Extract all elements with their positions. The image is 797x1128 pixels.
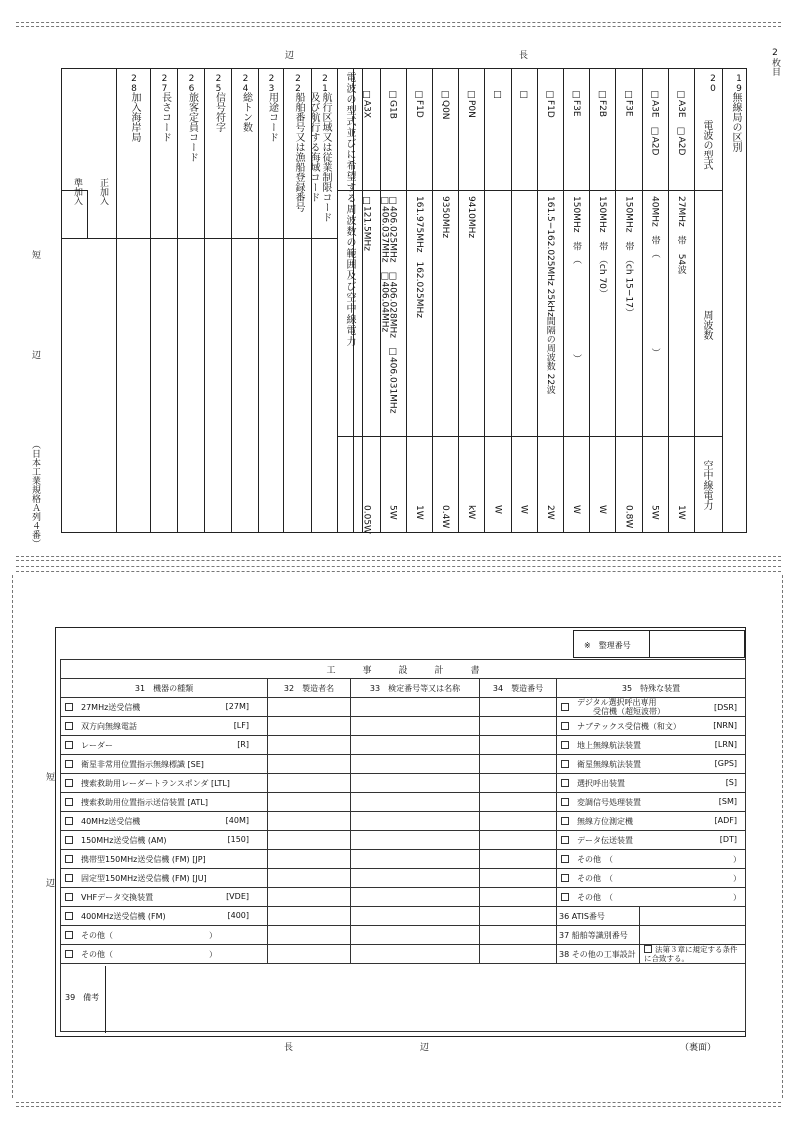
equipment-name: 双方向無線電話 — [81, 721, 137, 731]
certification-cell[interactable] — [351, 812, 480, 831]
power-cell: W — [492, 505, 503, 514]
equipment-name: 40MHz送受信機 — [81, 816, 141, 826]
checkbox[interactable] — [561, 874, 569, 882]
header-equipment-type: 31 機器の種類 — [61, 679, 268, 698]
power-cell: W — [518, 505, 529, 514]
checkbox[interactable] — [65, 760, 73, 768]
emission-type-cell: □ — [492, 90, 503, 100]
equipment-code: [400] — [227, 910, 249, 920]
certification-cell[interactable] — [351, 850, 480, 869]
emission-type-cell: □F2B — [597, 90, 608, 118]
header-serial: 34 製造番号 — [480, 679, 557, 698]
item-label: 総トン数 — [240, 92, 252, 132]
cut-line — [16, 1102, 781, 1103]
manufacturer-cell[interactable] — [268, 717, 351, 736]
frequency-cell: 9350MHz — [440, 196, 450, 239]
frequency-cell: 150MHz 帯 （ ） — [571, 196, 581, 363]
serial-cell[interactable] — [480, 698, 557, 717]
checkbox[interactable] — [561, 779, 569, 787]
certification-cell[interactable] — [351, 717, 480, 736]
cut-line — [782, 575, 783, 1098]
certification-cell[interactable] — [351, 907, 480, 926]
checkbox[interactable] — [65, 722, 73, 730]
equipment-type-cell — [61, 926, 268, 945]
equipment-name: 400MHz送受信機 (FM) — [81, 911, 166, 921]
checkbox[interactable] — [561, 893, 569, 901]
certification-cell[interactable] — [351, 774, 480, 793]
serial-cell[interactable] — [480, 831, 557, 850]
special-device-cell — [557, 850, 746, 869]
certification-cell[interactable] — [351, 869, 480, 888]
item-label: 航行区域又は従業制限コード — [320, 92, 331, 222]
cut-line — [12, 575, 13, 1098]
equipment-code: [VDE] — [226, 891, 249, 901]
frequency-cell: 40MHz 帯 （ ） — [649, 196, 660, 358]
header-special-device: 35 特殊な装置 — [557, 679, 746, 698]
frequency-cell: 161.5−162.025MHz 25kHz間隔の周波数 22波 — [544, 196, 555, 395]
atis-value[interactable] — [640, 907, 746, 926]
manufacturer-cell[interactable] — [268, 774, 351, 793]
checkbox[interactable] — [65, 741, 73, 749]
power-header: 空中線電力 — [701, 460, 712, 510]
other-design-check-label: 法第３章に規定する条件に合致する。 — [644, 945, 738, 963]
power-cell: 0.4W — [440, 505, 450, 529]
power-cell: 0.8W — [623, 505, 634, 529]
item-label: 用途コード — [266, 92, 278, 142]
serial-cell[interactable] — [480, 907, 557, 926]
header-certification: 33 検定番号等又は名称 — [351, 679, 480, 698]
special-device-name: データ伝送装置 — [577, 835, 633, 845]
frequency-cell: □406.025MHz □406.028MHz □406.031MHz — [387, 196, 398, 414]
certification-cell[interactable] — [351, 926, 480, 945]
equipment-type-cell — [61, 869, 268, 888]
equipment-code: [R] — [237, 739, 249, 749]
special-device-code: [LRN] — [714, 739, 738, 749]
checkbox[interactable] — [65, 703, 73, 711]
remarks-label: 39 備考 — [65, 993, 100, 1002]
equipment-code: [27M] — [225, 701, 249, 711]
special-device-name: その他 （ ） — [577, 892, 741, 902]
certification-cell[interactable] — [351, 831, 480, 850]
serial-cell[interactable] — [480, 888, 557, 907]
special-device-code: [S] — [725, 777, 738, 787]
equipment-name: その他（ ） — [81, 930, 217, 940]
equipment-type-cell — [61, 717, 268, 736]
checkbox[interactable] — [561, 760, 569, 768]
checkbox[interactable] — [65, 874, 73, 882]
frequency-header: 周波数 — [701, 310, 712, 340]
frequency-cell: 9410MHz — [466, 196, 477, 239]
manufacturer-cell[interactable] — [268, 736, 351, 755]
special-device-cell — [557, 869, 746, 888]
checkbox[interactable] — [644, 945, 652, 953]
other-design-label: 38 その他の工事設計 — [557, 945, 640, 964]
serial-cell[interactable] — [480, 850, 557, 869]
equipment-name: 固定型150MHz送受信機 (FM) [JU] — [81, 873, 207, 883]
item-label: 及び航行する海域コード — [308, 92, 319, 202]
emission-type-cell: □F1D — [544, 90, 555, 118]
power-cell: W — [597, 505, 608, 514]
equipment-type-cell — [61, 698, 268, 717]
manufacturer-cell[interactable] — [268, 793, 351, 812]
special-device-code: [DT] — [719, 834, 738, 844]
emission-block-label: 電波の型式並びに希望する周波数の範囲及び空中線電力 — [344, 72, 355, 347]
cut-line — [16, 560, 781, 561]
serial-cell[interactable] — [480, 736, 557, 755]
special-device-cell — [557, 793, 746, 812]
special-device-name: 選択呼出装置 — [577, 778, 625, 788]
join-main-label: 正加入 — [98, 178, 108, 205]
special-device-name: 地上無線航法装置 — [577, 740, 641, 750]
cut-line — [16, 22, 781, 23]
short-side-label: 短 — [30, 250, 40, 259]
manufacturer-cell[interactable] — [268, 869, 351, 888]
emission-type-cell: □A3E □A2D — [675, 90, 686, 156]
paper-size-note: （日本工業規格Ａ列４番） — [30, 440, 40, 548]
checkbox[interactable] — [65, 931, 73, 939]
emission-type-cell: □A3X — [361, 90, 372, 119]
checkbox[interactable] — [561, 722, 569, 730]
cut-line — [16, 26, 781, 27]
certification-cell[interactable] — [351, 736, 480, 755]
power-cell: 0.05W — [361, 505, 372, 534]
cut-line — [16, 1106, 781, 1107]
equipment-type-cell — [61, 945, 268, 964]
special-device-cell — [557, 812, 746, 831]
checkbox[interactable] — [65, 912, 73, 920]
header-manufacturer: 32 製造者名 — [268, 679, 351, 698]
equipment-name: その他（ ） — [81, 949, 217, 959]
short-side-label: 辺 — [30, 350, 40, 359]
power-cell: 5W — [649, 505, 660, 520]
emission-type-cell: □F3E — [571, 90, 581, 117]
special-device-code: [SM] — [718, 796, 738, 806]
equipment-code: [150] — [227, 834, 249, 844]
long-side-label: 長 — [284, 1043, 294, 1053]
power-cell: kW — [466, 505, 477, 520]
equipment-type-cell — [61, 888, 268, 907]
certification-cell[interactable] — [351, 793, 480, 812]
serial-cell[interactable] — [480, 774, 557, 793]
manufacturer-cell[interactable] — [268, 812, 351, 831]
serial-cell[interactable] — [480, 793, 557, 812]
manufacturer-cell[interactable] — [268, 907, 351, 926]
long-side-label: 辺 — [285, 51, 295, 61]
manufacturer-cell[interactable] — [268, 698, 351, 717]
special-device-name: 変調信号処理装置 — [577, 797, 641, 807]
emission-type-cell: □P0N — [466, 90, 477, 118]
join-sub-label: 準加入 — [72, 178, 82, 205]
checkbox[interactable] — [65, 855, 73, 863]
checkbox[interactable] — [561, 703, 569, 711]
frequency-cell: 150MHz 帯 （ch 15−17） — [623, 196, 634, 317]
item-label: 長さコード — [159, 92, 171, 142]
equipment-name: VHFデータ交換装置 — [81, 892, 154, 902]
equipment-type-cell — [61, 812, 268, 831]
frequency-cell: □121.5MHz — [361, 196, 372, 252]
emission-type-cell: □A3E □A2D — [649, 90, 660, 156]
special-device-code: [NRN] — [713, 720, 738, 730]
checkbox[interactable] — [561, 817, 569, 825]
frequency-cell: 27MHz 帯 54波 — [675, 196, 686, 275]
power-cell: 1W — [675, 505, 686, 520]
cut-line — [16, 571, 781, 572]
equipment-name: 捜索救助用位置指示送信装置 [ATL] — [81, 797, 208, 807]
cut-line — [16, 556, 781, 557]
atis-label: 36 ATIS番号 — [557, 907, 640, 926]
long-side-label: 長 — [519, 51, 529, 61]
special-device-name: その他 （ ） — [577, 854, 741, 864]
emission-type-header: 電波の型式 — [701, 120, 712, 170]
power-cell: 5W — [387, 505, 398, 520]
special-device-code: [GPS] — [714, 758, 738, 768]
equipment-name: 27MHz送受信機 — [81, 702, 141, 712]
equipment-name: 携帯型150MHz送受信機 (FM) [JP] — [81, 854, 206, 864]
emission-type-cell: □ — [518, 90, 529, 100]
power-cell: 1W — [413, 505, 424, 520]
special-device-cell — [557, 831, 746, 850]
short-side-label: 短 — [44, 772, 54, 781]
serial-cell[interactable] — [480, 812, 557, 831]
manufacturer-cell[interactable] — [268, 926, 351, 945]
emission-type-cell: □F1D — [413, 90, 424, 118]
checkbox[interactable] — [561, 855, 569, 863]
cut-line — [16, 566, 781, 567]
special-device-name: 無線方位測定機 — [577, 816, 633, 826]
serial-cell[interactable] — [480, 755, 557, 774]
checkbox[interactable] — [65, 779, 73, 787]
emission-type-cell: □Q0N — [440, 90, 450, 120]
construction-design-table — [60, 659, 746, 1032]
frequency-cell: 150MHz 帯 （ch 70） — [597, 196, 608, 298]
certification-cell[interactable] — [351, 755, 480, 774]
frequency-cell: □406.037MHz □406.04MHz — [379, 196, 390, 333]
long-side-label: 辺 — [420, 1043, 430, 1053]
equipment-code: [LF] — [233, 720, 249, 730]
checkbox[interactable] — [65, 893, 73, 901]
certification-cell[interactable] — [351, 698, 480, 717]
equipment-name: 150MHz送受信機 (AM) — [81, 835, 167, 845]
checkbox[interactable] — [561, 798, 569, 806]
item-label: 船舶番号又は漁船登録番号 — [293, 92, 304, 212]
checkbox[interactable] — [65, 836, 73, 844]
item-label: 旅客定員コード — [186, 92, 198, 162]
special-device-cell — [557, 755, 746, 774]
frequency-cell: 161.975MHz 162.025MHz — [413, 196, 424, 318]
special-device-cell — [557, 717, 746, 736]
other-design-value[interactable] — [640, 945, 746, 964]
checkbox[interactable] — [65, 817, 73, 825]
certification-cell[interactable] — [351, 945, 480, 964]
special-device-cell — [557, 736, 746, 755]
equipment-type-cell — [61, 831, 268, 850]
emission-type-cell: □F3E — [623, 90, 634, 117]
checkbox[interactable] — [65, 950, 73, 958]
equipment-type-cell — [61, 774, 268, 793]
special-device-cell — [557, 774, 746, 793]
manufacturer-cell[interactable] — [268, 755, 351, 774]
checkbox[interactable] — [65, 798, 73, 806]
ship-id-label: 37 船舶等識別番号 — [557, 926, 640, 945]
form-title: 工 事 設 計 書 — [61, 660, 746, 679]
special-device-code: [DSR] — [713, 703, 738, 712]
remarks-cell[interactable] — [61, 964, 746, 1032]
special-device-name: 衛星無線航法装置 — [577, 759, 641, 769]
radio-station-type-label: 無線局の区別 — [730, 92, 741, 152]
short-side-label: 辺 — [44, 878, 54, 887]
serial-cell[interactable] — [480, 926, 557, 945]
item-label: 信号符字 — [213, 92, 225, 132]
ship-id-value[interactable] — [640, 926, 746, 945]
power-cell: 2W — [544, 505, 555, 520]
equipment-type-cell — [61, 793, 268, 812]
special-device-code: [ADF] — [714, 815, 738, 825]
reverse-side-label: （裏面） — [680, 1043, 717, 1053]
equipment-type-cell — [61, 755, 268, 774]
serial-cell[interactable] — [480, 717, 557, 736]
equipment-name: 捜索救助用レーダートランスポンダ [LTL] — [81, 778, 230, 788]
equipment-name: 衛星非常用位置指示無線標識 [SE] — [81, 759, 204, 769]
ref-number-label: ※ 整理番号 — [584, 641, 631, 650]
equipment-name: レーダー — [81, 740, 113, 750]
manufacturer-cell[interactable] — [268, 831, 351, 850]
power-cell: W — [571, 505, 581, 514]
checkbox[interactable] — [561, 741, 569, 749]
page-number: 2枚目 — [770, 48, 780, 76]
item-label: 加入海岸局 — [129, 92, 140, 142]
certification-cell[interactable] — [351, 888, 480, 907]
manufacturer-cell[interactable] — [268, 945, 351, 964]
equipment-type-cell — [61, 850, 268, 869]
equipment-type-cell — [61, 907, 268, 926]
special-device-cell — [557, 698, 746, 717]
manufacturer-cell[interactable] — [268, 888, 351, 907]
special-device-name: デジタル選択呼出専用 受信機（超短波帯） — [577, 698, 665, 716]
equipment-type-cell — [61, 736, 268, 755]
special-device-name: その他 （ ） — [577, 873, 741, 883]
equipment-code: [40M] — [225, 815, 249, 825]
checkbox[interactable] — [561, 836, 569, 844]
manufacturer-cell[interactable] — [268, 850, 351, 869]
special-device-cell — [557, 888, 746, 907]
serial-cell[interactable] — [480, 945, 557, 964]
special-device-name: ナブテックス受信機（和文） — [577, 721, 681, 731]
serial-cell[interactable] — [480, 869, 557, 888]
emission-type-cell: □G1B — [387, 90, 398, 119]
